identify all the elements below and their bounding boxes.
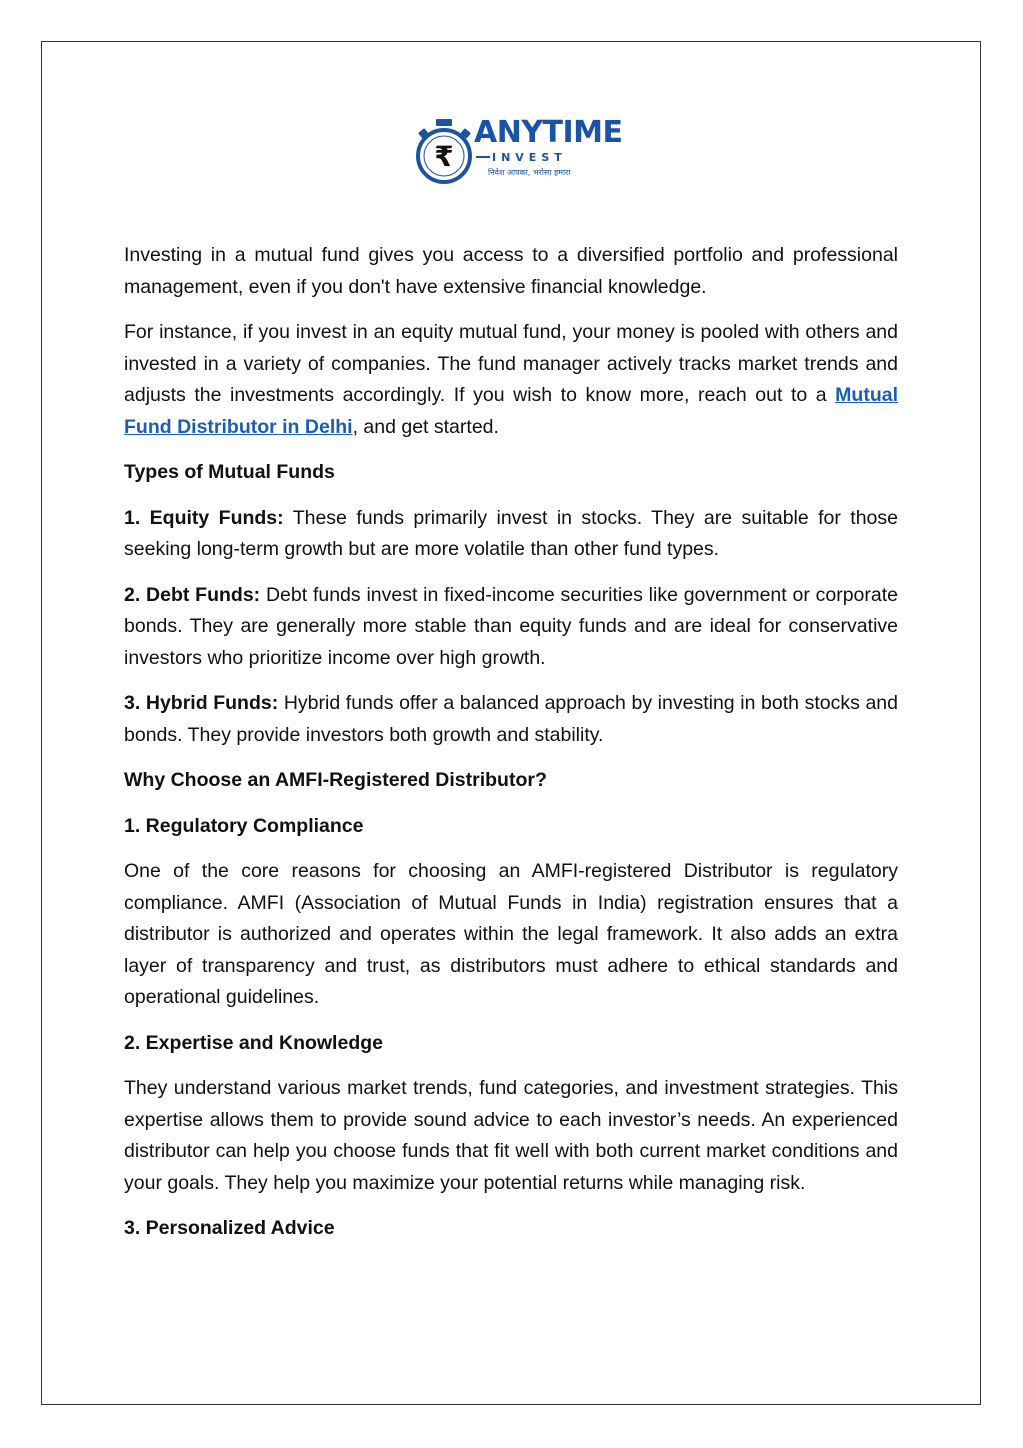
logo-wordmark: ANYTIME xyxy=(474,115,623,150)
svg-text:₹: ₹ xyxy=(434,140,454,173)
article-body xyxy=(124,240,898,1259)
logo-subtitle: INVEST xyxy=(492,151,567,164)
section-title-regulatory: 1. Regulatory Compliance xyxy=(124,814,364,837)
intro-paragraph-2 xyxy=(124,317,898,443)
fund-type-equity xyxy=(124,503,898,566)
intro-paragraph-2-text: For instance, if you invest in an equity mutual fund, your money is pooled with others and invested in a variety of companies. The fund manager actively tracks market trends and adjusts the investments accordingly. If you wish to know more, reach out to a xyxy=(124,321,898,406)
fund-type-label: 3. Hybrid Funds: xyxy=(124,692,279,714)
anytime-invest-logo xyxy=(416,115,623,188)
types-heading: Types of Mutual Funds xyxy=(124,461,335,483)
intro-paragraph-2-tail: , and get started. xyxy=(352,415,499,438)
fund-type-label: 2. Debt Funds: xyxy=(124,583,261,606)
stopwatch-rupee-icon xyxy=(416,116,474,188)
section-title-expertise: 2. Expertise and Knowledge xyxy=(124,1031,383,1054)
fund-type-hybrid xyxy=(124,688,898,751)
fund-type-description: Hybrid funds offer a balanced approach by investing in both stocks and bonds. They provide investors both growth and stability. xyxy=(124,692,898,746)
intro-paragraph-1: Investing in a mutual fund gives you access to a diversified portfolio and professional management, even if you don't have extensive financial knowledge. xyxy=(124,244,898,298)
fund-type-debt xyxy=(124,580,898,675)
section-title-personalized: 3. Personalized Advice xyxy=(124,1217,335,1239)
logo-rule xyxy=(476,156,490,158)
section-body-expertise: They understand various market trends, fund categories, and investment strategies. This expertise allows them to provide sound advice to each investor’s needs. An experienced distributor can help you choose funds that fit well with both current market conditions and your goals. They help you maximize your potential returns while managing risk. xyxy=(124,1077,898,1194)
fund-type-label: 1. Equity Funds: xyxy=(124,506,284,529)
logo-tagline: निवेश आपका, भरोसा हमारा xyxy=(488,168,571,177)
mutual-fund-distributor-link[interactable]: Mutual Fund Distributor in Delhi xyxy=(124,384,898,438)
fund-type-description: Debt funds invest in fixed-income securities like government or corporate bonds. They are generally more stable than equity funds and are ideal for conservative investors who prioritize income over high growth. xyxy=(124,583,898,669)
why-heading: Why Choose an AMFI-Registered Distributor? xyxy=(124,769,547,791)
section-body-regulatory: One of the core reasons for choosing an AMFI-registered Distributor is regulatory compliance. AMFI (Association of Mutual Funds in India) registration ensures that a distributor is authorized and operates within the legal framework. It also adds an extra layer of transparency and trust, as distributors must adhere to ethical standards and operational guidelines. xyxy=(124,860,898,1008)
fund-type-description: These funds primarily invest in stocks. They are suitable for those seeking long-term growth but are more volatile than other fund types. xyxy=(124,506,898,560)
